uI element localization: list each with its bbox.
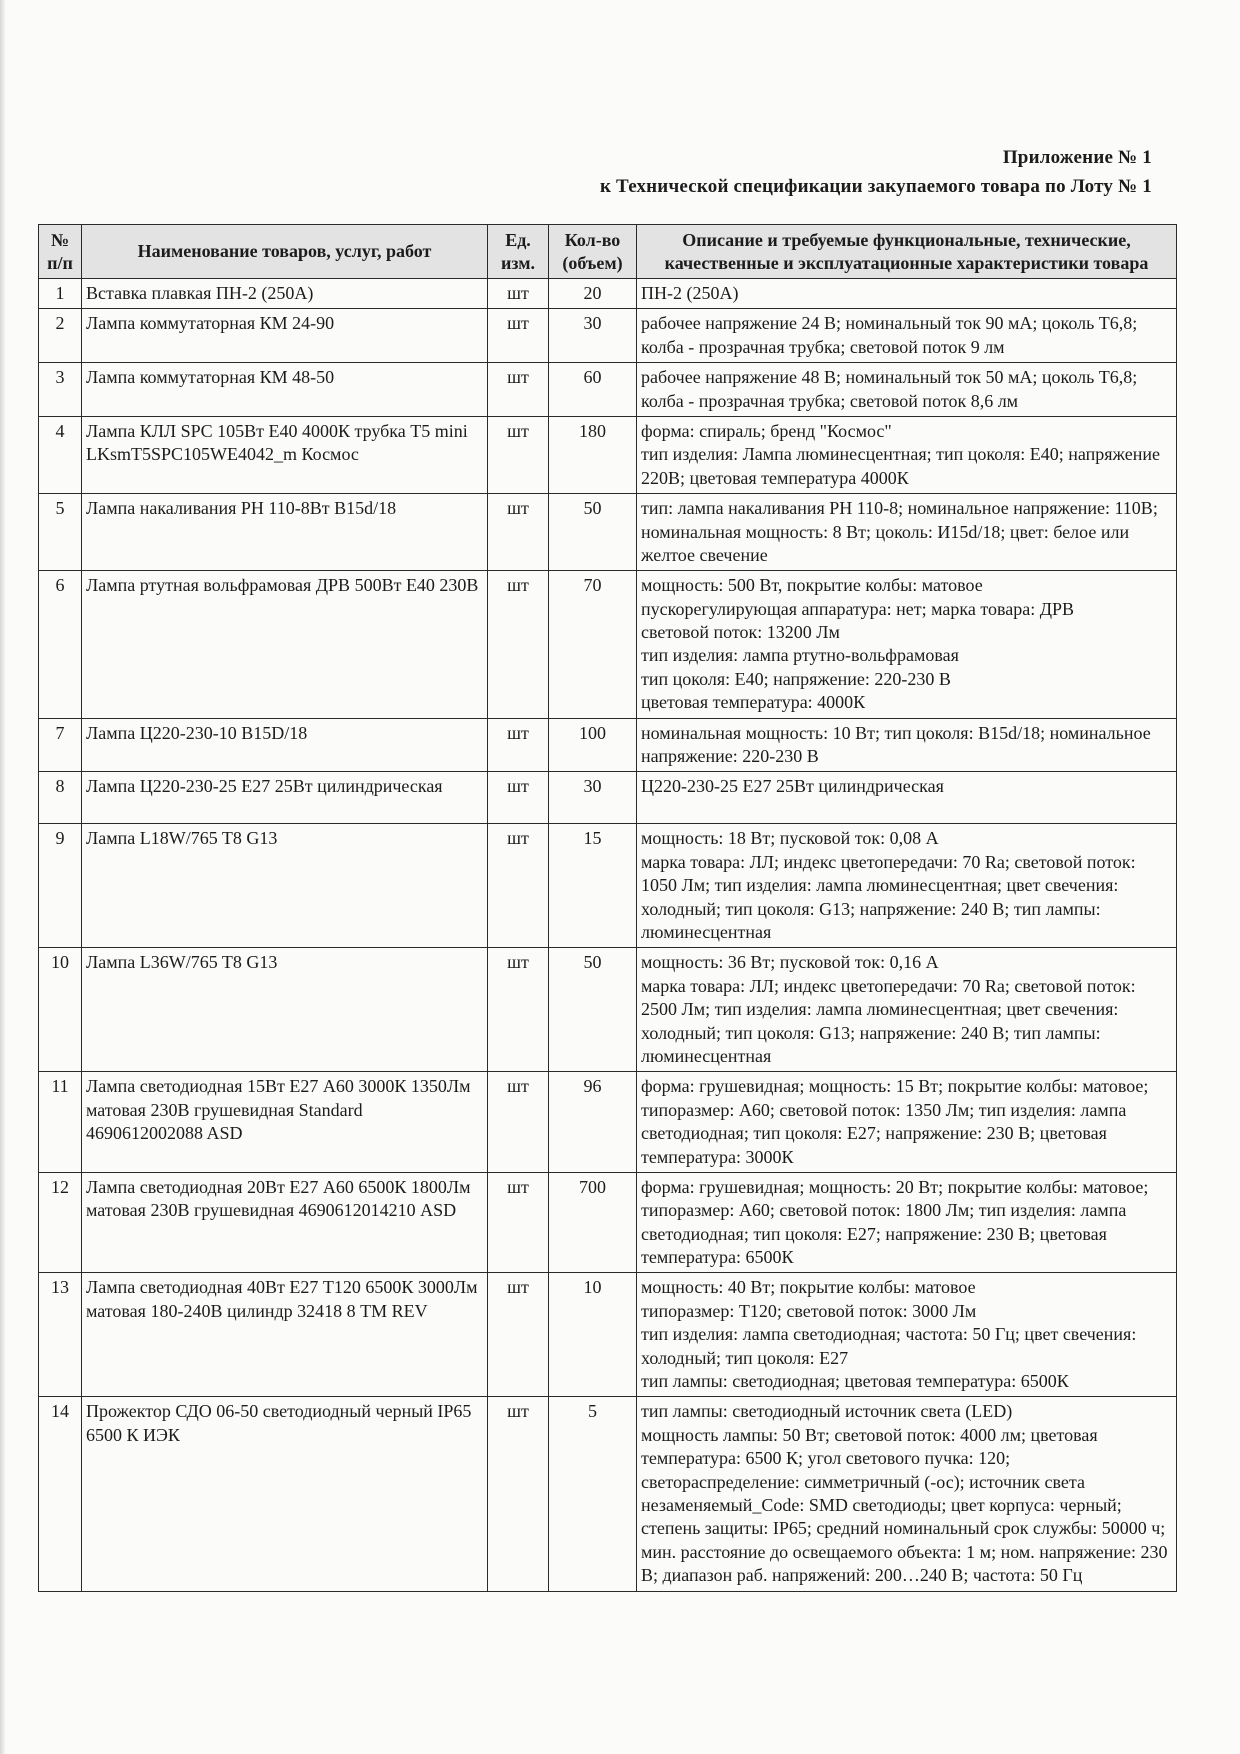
item-name: Лампа светодиодная 20Вт Е27 А60 6500К 1800Лм матовая 230В грушевидная 4690612014210 ASD — [82, 1172, 488, 1273]
description-line: номинальная мощность: 10 Вт; тип цоколя: В15d/18; номинальное напряжение: 220-230 В — [641, 722, 1151, 767]
item-quantity: 100 — [549, 718, 637, 772]
item-unit: шт — [488, 1072, 549, 1173]
item-unit: шт — [488, 416, 549, 493]
item-name: Лампа накаливания РН 110-8Вт В15d/18 — [82, 494, 488, 571]
description-line: марка товара: ЛЛ; индекс цветопередачи: 70 Ra; световой поток: 1050 Лм; тип изделия: лампа люминесцентная; цвет свечения: холодный; тип цоколя: G13; напряжение: 240 В; тип лампы: люминесцентная — [641, 851, 1136, 942]
description-line: рабочее напряжение 24 В; номинальный ток 90 мА; цоколь Т6,8; колба - прозрачная трубка; световой поток 9 лм — [641, 313, 1138, 357]
item-quantity: 15 — [549, 824, 637, 948]
item-description — [637, 1172, 1177, 1273]
table-row — [39, 571, 1177, 718]
description-line: тип изделия: Лампа люминесцентная; тип цоколя: Е40; напряжение 220В; цветовая температура 4000К — [641, 444, 1160, 488]
item-description — [637, 571, 1177, 718]
description-line: мощность: 500 Вт, покрытие колбы: матовое — [641, 575, 983, 596]
item-unit: шт — [488, 494, 549, 571]
col-header-name: Наименование товаров, услуг, работ — [82, 225, 488, 279]
description-line: тип лампы: светодиодный источник света (LED) — [641, 1401, 1013, 1422]
description-line: мощность лампы: 50 Вт; световой поток: 4000 лм; цветовая температура: 6500 К; угол светового пучка: 120; светораспределение: симметричный (-ос); источник света незаменяемый_Code: SMD светодиоды; цвет корпуса: черный; степень защиты: IP65; средний номинальный срок службы: 50000 ч; мин. расстояние до освещаемого объекта: 1 м; ном. напряжение: 230 В; диапазон раб. напряжений: 200…240 В; частота: 50 Гц — [641, 1424, 1168, 1586]
table-row — [39, 1273, 1177, 1397]
row-number: 9 — [39, 824, 82, 948]
item-unit: шт — [488, 948, 549, 1072]
item-quantity: 70 — [549, 571, 637, 718]
description-line: мощность: 18 Вт; пусковой ток: 0,08 А — [641, 828, 939, 849]
table-row — [39, 494, 1177, 571]
item-description — [637, 494, 1177, 571]
table-row — [39, 309, 1177, 363]
row-number: 4 — [39, 416, 82, 493]
item-name: Лампа коммутаторная КМ 48-50 — [82, 363, 488, 417]
item-unit: шт — [488, 824, 549, 948]
item-name: Вставка плавкая ПН-2 (250А) — [82, 279, 488, 309]
row-number: 10 — [39, 948, 82, 1072]
item-unit: шт — [488, 363, 549, 417]
item-description — [637, 279, 1177, 309]
row-number: 12 — [39, 1172, 82, 1273]
item-unit: шт — [488, 718, 549, 772]
item-description — [637, 363, 1177, 417]
item-unit: шт — [488, 1397, 549, 1591]
item-description — [637, 1072, 1177, 1173]
description-line: тип лампы: светодиодная; цветовая температура: 6500К — [641, 1371, 1069, 1392]
item-quantity: 60 — [549, 363, 637, 417]
item-unit: шт — [488, 309, 549, 363]
specification-table — [38, 224, 1177, 1592]
item-description — [637, 1397, 1177, 1591]
table-row — [39, 1172, 1177, 1273]
item-quantity: 50 — [549, 494, 637, 571]
description-line: мощность: 40 Вт; покрытие колбы: матовое — [641, 1277, 976, 1298]
row-number: 8 — [39, 772, 82, 824]
item-description — [637, 824, 1177, 948]
col-header-num: № п/п — [39, 225, 82, 279]
description-line: рабочее напряжение 48 В; номинальный ток 50 мА; цоколь Т6,8; колба - прозрачная трубка; световой поток 8,6 лм — [641, 367, 1138, 411]
row-number: 3 — [39, 363, 82, 417]
description-line: пускорегулирующая аппаратура: нет; марка товара: ДРВ — [641, 598, 1075, 619]
item-quantity: 30 — [549, 772, 637, 824]
description-line: тип изделия: лампа ртутно-вольфрамовая — [641, 645, 959, 666]
item-name: Лампа светодиодная 15Вт Е27 А60 3000К 1350Лм матовая 230В грушевидная Standard 4690612002088 ASD — [82, 1072, 488, 1173]
item-description — [637, 1273, 1177, 1397]
item-quantity: 180 — [549, 416, 637, 493]
item-name: Лампа Ц220-230-10 В15D/18 — [82, 718, 488, 772]
item-description — [637, 718, 1177, 772]
item-name: Лампа коммутаторная КМ 24-90 — [82, 309, 488, 363]
table-row — [39, 416, 1177, 493]
description-line: цветовая температура: 4000К — [641, 692, 866, 713]
col-header-unit: Ед. изм. — [488, 225, 549, 279]
description-line: тип: лампа накаливания РН 110-8; номинальное напряжение: 110В; номинальная мощность: 8 Вт; цоколь: И15d/18; цвет: белое или желтое свечение — [641, 498, 1158, 565]
table-row — [39, 363, 1177, 417]
appendix-title: Приложение № 1 — [1002, 147, 1152, 168]
table-row — [39, 824, 1177, 948]
description-line: типоразмер: Т120; световой поток: 3000 Лм — [641, 1300, 977, 1321]
appendix-subtitle: к Технической спецификации закупаемого товара по Лоту № 1 — [599, 176, 1152, 197]
description-line: ПН-2 (250А) — [641, 283, 739, 303]
item-description — [637, 772, 1177, 824]
table-row — [39, 948, 1177, 1072]
description-line: форма: грушевидная; мощность: 15 Вт; покрытие колбы: матовое; типоразмер: А60; световой поток: 1350 Лм; тип изделия: лампа светодиодная; тип цоколя: Е27; напряжение: 230 В; цветовая температура: 3000К — [641, 1076, 1149, 1167]
item-unit: шт — [488, 571, 549, 718]
description-line: световой поток: 13200 Лм — [641, 622, 840, 643]
item-unit: шт — [488, 772, 549, 824]
item-quantity: 10 — [549, 1273, 637, 1397]
row-number: 14 — [39, 1397, 82, 1591]
col-header-desc: Описание и требуемые функциональные, технические, качественные и эксплуатационные характеристики товара — [637, 225, 1177, 279]
table-row — [39, 279, 1177, 309]
table-body — [39, 279, 1177, 1592]
row-number: 1 — [39, 279, 82, 309]
item-unit: шт — [488, 1273, 549, 1397]
item-name: Лампа ртутная вольфрамовая ДРВ 500Вт Е40 230В — [82, 571, 488, 718]
item-unit: шт — [488, 1172, 549, 1273]
description-line: форма: спираль; бренд "Космос" — [641, 420, 892, 441]
item-description — [637, 416, 1177, 493]
row-number: 5 — [39, 494, 82, 571]
item-quantity: 5 — [549, 1397, 637, 1591]
item-name: Лампа L36W/765 T8 G13 — [82, 948, 488, 1072]
item-quantity: 96 — [549, 1072, 637, 1173]
scan-shadow — [0, 0, 6, 1754]
item-name: Лампа Ц220-230-25 Е27 25Вт цилиндрическая — [82, 772, 488, 824]
description-line: тип изделия: лампа светодиодная; частота: 50 Гц; цвет свечения: холодный; тип цоколя: Е27 — [641, 1324, 1137, 1368]
description-line: марка товара: ЛЛ; индекс цветопередачи: 70 Ra; световой поток: 2500 Лм; тип изделия: лампа люминесцентная; цвет свечения: холодный; тип цоколя: G13; напряжение: 240 В; тип лампы: люминесцентная — [641, 975, 1136, 1066]
row-number: 2 — [39, 309, 82, 363]
col-header-qty: Кол-во (объем) — [549, 225, 637, 279]
item-quantity: 20 — [549, 279, 637, 309]
item-unit: шт — [488, 279, 549, 309]
item-quantity: 700 — [549, 1172, 637, 1273]
item-name: Прожектор СДО 06-50 светодиодный черный IP65 6500 К ИЭК — [82, 1397, 488, 1591]
description-line: мощность: 36 Вт; пусковой ток: 0,16 А — [641, 952, 939, 973]
table-row — [39, 718, 1177, 772]
item-name: Лампа светодиодная 40Вт Е27 Т120 6500К 3000Лм матовая 180-240В цилиндр 32418 8 TM REV — [82, 1273, 488, 1397]
item-description — [637, 948, 1177, 1072]
table-row — [39, 1397, 1177, 1591]
item-description — [637, 309, 1177, 363]
item-quantity: 50 — [549, 948, 637, 1072]
row-number: 11 — [39, 1072, 82, 1173]
item-name: Лампа L18W/765 T8 G13 — [82, 824, 488, 948]
description-line: тип цоколя: Е40; напряжение: 220-230 В — [641, 668, 951, 689]
description-line: Ц220-230-25 Е27 25Вт цилиндрическая — [641, 776, 944, 797]
row-number: 7 — [39, 718, 82, 772]
table-row — [39, 1072, 1177, 1173]
row-number: 6 — [39, 571, 82, 718]
description-line: форма: грушевидная; мощность: 20 Вт; покрытие колбы: матовое; типоразмер: А60; световой поток: 1800 Лм; тип изделия: лампа светодиодная; тип цоколя: Е27; напряжение: 230 В; цветовая температура: 6500К — [641, 1176, 1149, 1268]
table-header — [39, 225, 1177, 279]
table-row — [39, 772, 1177, 824]
row-number: 13 — [39, 1273, 82, 1397]
item-name: Лампа КЛЛ SPC 105Вт Е40 4000К трубка Т5 mini LKsmT5SPC105WE4042_m Космос — [82, 416, 488, 493]
item-quantity: 30 — [549, 309, 637, 363]
